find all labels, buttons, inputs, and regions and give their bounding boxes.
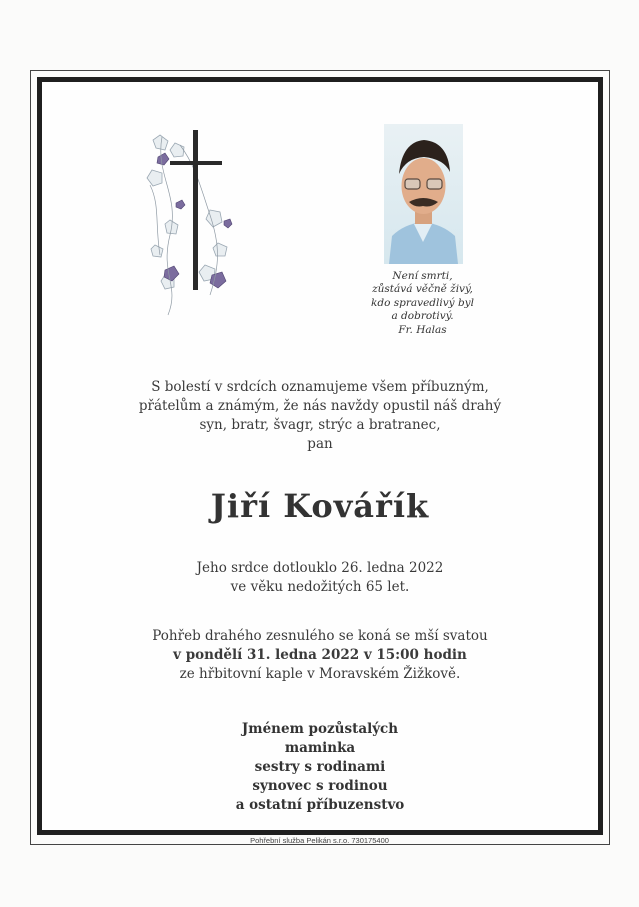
survivors-line: maminka [284, 740, 356, 756]
deceased-name: Jiří Kovářík [210, 487, 430, 525]
portrait-photo [384, 124, 463, 264]
announcement-line: syn, bratr, švagr, strýc a bratranec, [199, 417, 441, 433]
survivors [60, 720, 580, 815]
announcement-line: přátelům a známým, že nás navždy opustil náš drahý [138, 398, 502, 414]
survivors-line: sestry s rodinami [254, 759, 386, 775]
announcement [60, 378, 580, 454]
poem-line: zůstává věčně živý, [372, 283, 473, 296]
survivors-line: a ostatní příbuzenstvo [235, 797, 405, 813]
poem-line: a dobrotivý. [391, 310, 454, 323]
survivors-line: Jménem pozůstalých [241, 721, 399, 737]
poem-line: kdo spravedlivý byl [371, 296, 474, 309]
funeral-date: v pondělí 31. ledna 2022 v 15:00 hodin [173, 647, 467, 663]
cross-with-flowers-icon [140, 125, 240, 325]
funeral-info [60, 627, 580, 684]
funeral-line: Pohřeb drahého zesnulého se koná se mší svatou [152, 628, 488, 644]
poem-author: Fr. Halas [398, 323, 447, 336]
death-date: Jeho srdce dotlouklo 26. ledna 2022 [196, 560, 444, 576]
announcement-line: pan [307, 436, 333, 452]
announcement-line: S bolestí v srdcích oznamujeme všem příbuzným, [151, 379, 489, 395]
death-age: ve věku nedožitých 65 let. [230, 579, 410, 595]
survivors-line: synovec s rodinou [252, 778, 388, 794]
footer-funeral-service: Pohřební služba Pelikán s.r.o. 730175400 [250, 836, 389, 845]
poem-line: Není smrti, [392, 270, 453, 282]
poem-quote [345, 270, 500, 337]
death-info [60, 559, 580, 597]
funeral-place: ze hřbitovní kaple v Moravském Žižkově. [179, 666, 461, 682]
